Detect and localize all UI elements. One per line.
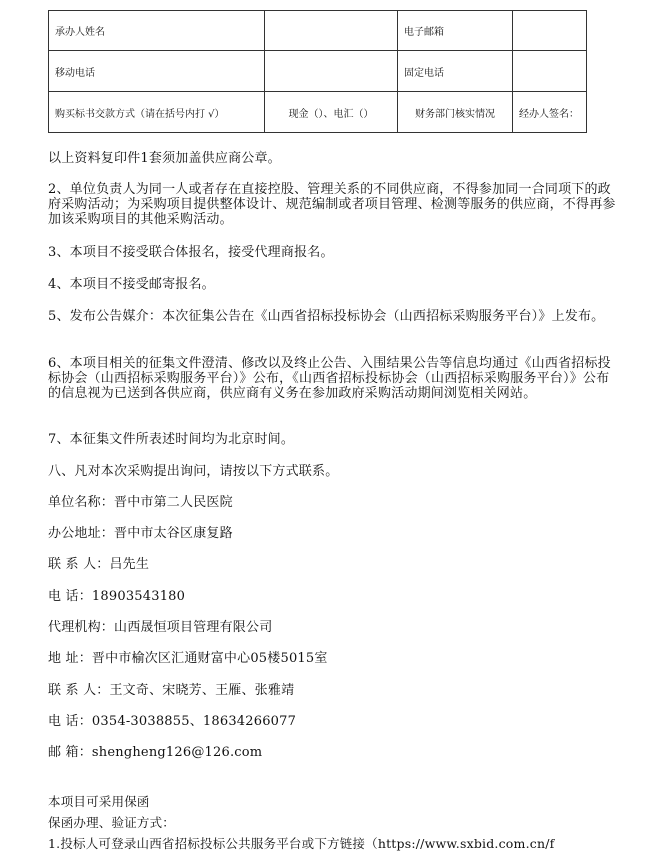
note-item-2: 2、单位负责人为同一人或者存在直接控股、管理关系的不同供应商，不得参加同一合同项下的政府采购活动；为采购项目提供整体设计、规范编制或者项目管理、检测等服务的供应商，不得再参加该采购项目的其他采购活动。 [48,182,616,227]
guarantee-title: 本项目可采用保函 [48,794,150,809]
landline-cell [513,51,587,92]
agency-persons: 联 系 人：王文奇、宋晓芳、王雁、张雅靖 [48,683,295,698]
email-cell [513,11,587,51]
mobile-cell [265,51,398,92]
note-item-5: 5、发布公告媒介：本次征集公告在《山西省招标投标协会（山西招标采购服务平台）》上发布。 [48,309,605,324]
guarantee-subtitle: 保函办理、验证方式： [48,815,176,830]
contact-name-label: 承办人姓名 [49,11,265,51]
payment-method-label: 购买标书交款方式（请在括号内打 √） [49,92,265,133]
handler-sign-label: 经办人签名： [513,92,587,133]
agency-phone: 电 话：0354-3038855、18634266077 [48,714,297,729]
mobile-label: 移动电话 [49,51,265,92]
agency-address: 地 址：晋中市榆次区汇通财富中心05楼5015室 [48,651,328,666]
registration-form-table [48,10,587,133]
agency-email: 邮 箱：shengheng126@126.com [48,745,263,760]
email-label: 电子邮箱 [398,11,513,51]
contact-name-cell [265,11,398,51]
contact-phone: 电 话：18903543180 [48,589,186,604]
note-item-3: 3、本项目不接受联合体报名，接受代理商报名。 [48,245,334,260]
copy-note: 以上资料复印件1套须加盖供应商公章。 [48,151,281,166]
table-row [49,51,587,92]
contact-heading: 八、凡对本次采购提出询问，请按以下方式联系。 [48,464,339,479]
payment-options: 现金（）、电汇（） [265,92,398,133]
guarantee-item-1: 1.投标人可登录山西省招标投标公共服务平台或下方链接（https://www.sxbid.com.cn/f [48,836,555,851]
contact-address: 办公地址：晋中市太谷区康复路 [48,526,233,541]
finance-check-label: 财务部门核实情况 [398,92,513,133]
note-item-4: 4、本项目不接受邮寄报名。 [48,277,215,292]
agency-name: 代理机构：山西晟恒项目管理有限公司 [48,620,273,635]
note-item-7: 7、本征集文件所表述时间均为北京时间。 [48,432,295,447]
table-row [49,92,587,133]
landline-label: 固定电话 [398,51,513,92]
contact-unit: 单位名称：晋中市第二人民医院 [48,495,233,510]
contact-person: 联 系 人：吕先生 [48,557,150,572]
table-row [49,11,587,51]
note-item-6: 6、本项目相关的征集文件澄清、修改以及终止公告、入围结果公告等信息均通过《山西省招标投标协会（山西招标采购服务平台）》公布，《山西省招标投标协会（山西招标采购服务平台）》公布的信息视为已送到各供应商，供应商有义务在参加政府采购活动期间浏览相关网站。 [48,356,611,401]
